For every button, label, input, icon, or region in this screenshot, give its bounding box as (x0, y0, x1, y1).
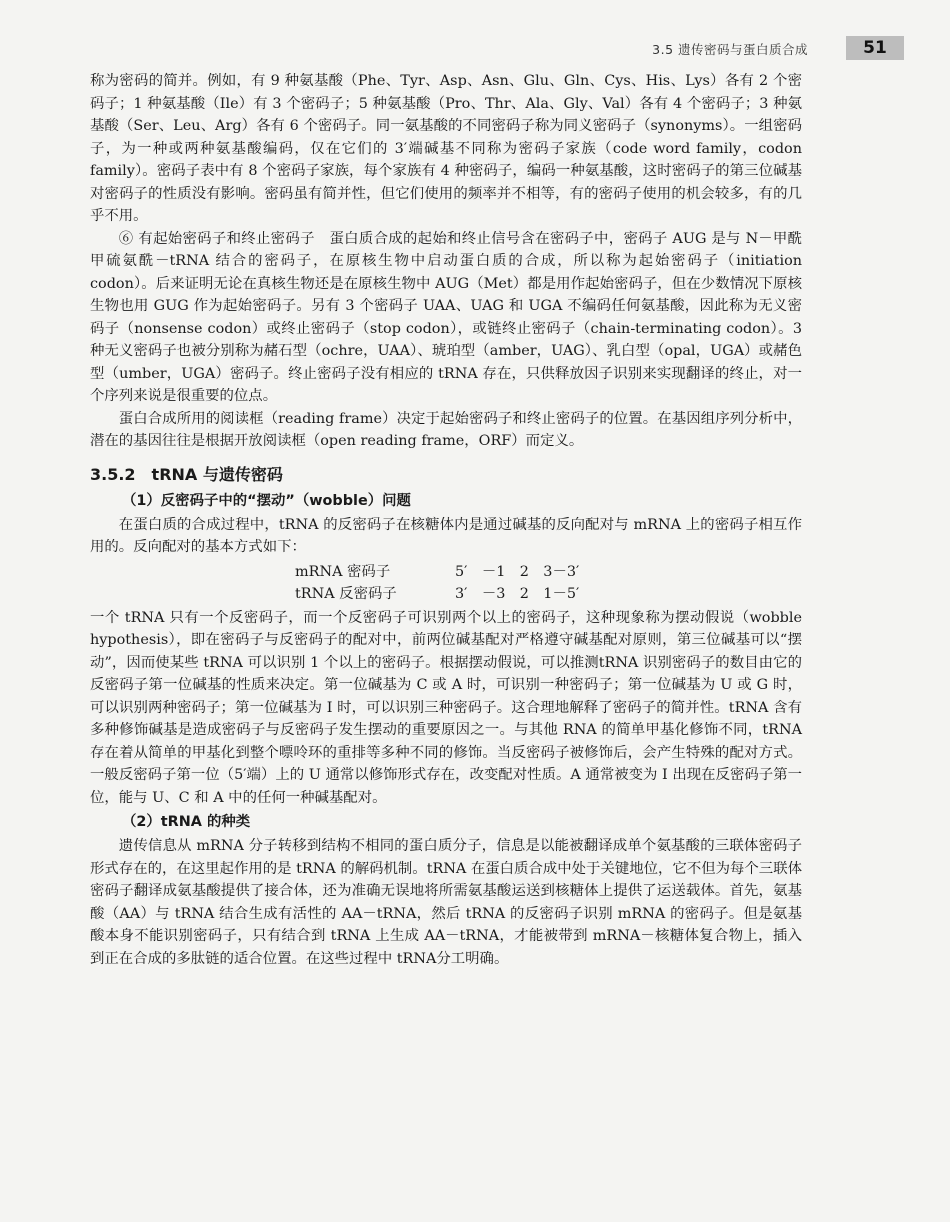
paragraph-reading-frame: 蛋白合成所用的阅读框（reading frame）决定于起始密码子和终止密码子的位置。在基因组序列分析中，潜在的基因往往是根据开放阅读框（open reading frame，ORF）而定义。 (90, 410, 802, 449)
page-number: 51 (846, 36, 904, 60)
running-title: 3.5 遗传密码与蛋白质合成 (652, 42, 808, 57)
trna-anticodon-label: tRNA 反密码子 (295, 585, 397, 602)
trna-anticodon-sequence: 3′ －3 2 1－5′ (455, 585, 580, 602)
paragraph-start-stop-codons: ⑥ 有起始密码子和终止密码子 蛋白质合成的起始和终止信号含在密码子中，密码子 AUG 是与 N－甲酰甲硫氨酰－tRNA 结合的密码子，在原核生物中启动蛋白质的合成，所以称为起始密码子（initiation codon）。后来证明无论在真核生物还是在原核生物中 AUG（Met）都是用作起始密码子，但在少数情况下原核生物也用 GUG 作为起始密码子。另有 3 个密码子 UAA、UAG 和 UGA 不编码任何氨基酸，因此称为无义密码子（nonsense codon）或终止密码子（stop codon），或链终止密码子（chain-terminating codon）。3 种无义密码子也被分别称为赭石型（ochre，UAA）、琥珀型（amber，UAG）、乳白型（opal，UGA）或赭色型（umber，UGA）密码子。终止密码子没有相应的 tRNA 存在，只供释放因子识别来实现翻译的终止，对一个序列来说是很重要的位点。 (90, 230, 802, 404)
mrna-codon-label: mRNA 密码子 (295, 563, 391, 580)
subsection-heading-trna-types: （2）tRNA 的种类 (122, 814, 251, 830)
paragraph-degeneracy: 称为密码的简并。例如，有 9 种氨基酸（Phe、Tyr、Asp、Asn、Glu、Gln、Cys、His、Lys）各有 2 个密码子；1 种氨基酸（Ile）有 3 个密码子；5 种氨基酸（Pro、Thr、Ala、Gly、Val）各有 4 个密码子；3 种氨基酸（Ser、Leu、Arg）各有 6 个密码子。同一氨基酸的不同密码子称为同义密码子（synonyms）。一组密码子，为一种或两种氨基酸编码，仅在它们的 3′端碱基不同称为密码子家族（code word family，codon family）。密码子表中有 8 个密码子家族，每个家族有 4 种密码子，编码一种氨基酸，这时密码子的第三位碱基对密码子的性质没有影响。密码虽有简并性，但它们使用的频率并不相等，有的密码子使用的机会较多，有的几乎不用。 (90, 73, 802, 224)
paragraph-anticodon-pairing: 在蛋白质的合成过程中，tRNA 的反密码子在核糖体内是通过碱基的反向配对与 mRNA 上的密码子相互作用的。反向配对的基本方式如下： (90, 516, 802, 555)
subsection-heading-wobble: （1）反密码子中的“摆动”（wobble）问题 (122, 492, 411, 509)
paragraph-trna-decoding: 遗传信息从 mRNA 分子转移到结构不相同的蛋白质分子，信息是以能被翻译成单个氨基酸的三联体密码子形式存在的，在这里起作用的是 tRNA 的解码机制。tRNA 在蛋白质合成中处于关键地位，它不但为每个三联体密码子翻译成氨基酸提供了接合体，还为准确无误地将所需氨基酸运送到核糖体上提供了运送载体。首先，氨基酸（AA）与 tRNA 结合生成有活性的 AA－tRNA，然后 tRNA 的反密码子识别 mRNA 的密码子。但是氨基酸本身不能识别密码子，只有结合到 tRNA 上生成 AA－tRNA，才能被带到 mRNA－核糖体复合物上，插入到正在合成的多肽链的适合位置。在这些过程中 tRNA分工明确。 (90, 838, 802, 967)
section-heading: 3.5.2 tRNA 与遗传密码 (90, 464, 283, 484)
paragraph-wobble-hypothesis: 一个 tRNA 只有一个反密码子，而一个反密码子可识别两个以上的密码子，这种现象称为摆动假说（wobble hypothesis），即在密码子与反密码子的配对中，前两位碱基配对严格遵守碱基配对原则，第三位碱基可以“摆动”，因而使某些 tRNA 可以识别 1 个以上的密码子。根据摆动假说，可以推测tRNA 识别密码子的数目由它的反密码子第一位碱基的性质来决定。第一位碱基为 C 或 A 时，可识别一种密码子；第一位碱基为 U 或 G 时，可以识别两种密码子；第一位碱基为 I 时，可以识别三种密码子。这合理地解释了密码子的简并性。tRNA 含有多种修饰碱基是造成密码子与反密码子发生摆动的重要原因之一。与其他 RNA 的简单甲基化修饰不同，tRNA 存在着从简单的甲基化到整个嘌呤环的重排等多种不同的修饰。当反密码子被修饰后，会产生特殊的配对方式。一般反密码子第一位（5′端）上的 U 通常以修饰形式存在，改变配对性质。A 通常被变为 I 出现在反密码子第一位，能与 U、C 和 A 中的任何一种碱基配对。 (90, 609, 802, 806)
page-header (0, 36, 950, 62)
pairing-diagram (90, 561, 802, 605)
page-body (90, 70, 802, 970)
mrna-codon-sequence: 5′ －1 2 3－3′ (455, 563, 580, 580)
pairing-row-mrna (90, 561, 802, 583)
pairing-row-trna (90, 583, 802, 605)
